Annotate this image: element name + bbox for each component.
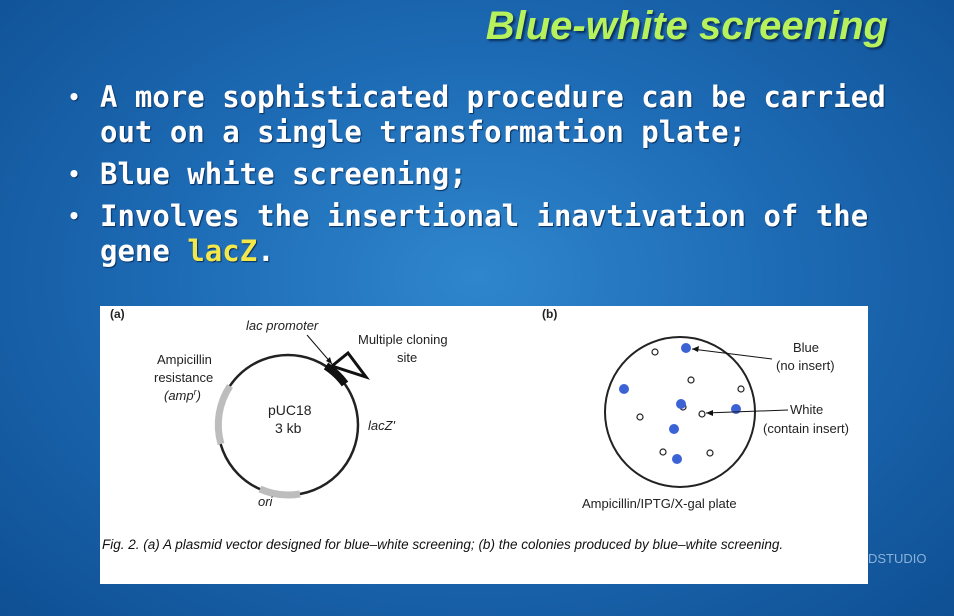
gene-highlight: lacZ xyxy=(187,234,258,268)
white-colony xyxy=(738,386,744,392)
lacz-label: lacZ' xyxy=(368,418,396,433)
amp-label-line2: resistance xyxy=(154,370,214,385)
plasmid-size: 3 kb xyxy=(275,420,302,436)
bullet-item xyxy=(68,80,928,150)
blue-colony xyxy=(681,343,691,353)
panel-b-label: (b) xyxy=(542,307,558,321)
amp-gene-text: (amp xyxy=(164,388,194,403)
watermark: DSTUDIO xyxy=(868,551,927,566)
white-colony xyxy=(637,414,643,420)
bullet-item xyxy=(68,157,928,192)
blue-colony xyxy=(619,384,629,394)
figure-caption: Fig. 2. (a) A plasmid vector designed for blue–white screening; (b) the colonies produced by blue–white screening. xyxy=(102,537,784,552)
plate-label: Ampicillin/IPTG/X-gal plate xyxy=(582,496,737,511)
amp-resistance-arc xyxy=(218,386,230,444)
colonies xyxy=(619,343,744,464)
blue-sublabel: (no insert) xyxy=(776,358,835,373)
bullet-text: Involves the insertional inavtivation of the gene xyxy=(100,199,869,268)
bullet-dot-icon: • xyxy=(68,204,81,228)
lac-promoter-label: lac promoter xyxy=(246,318,319,333)
bullet-dot-icon: • xyxy=(68,85,81,109)
amp-label-line1: Ampicillin xyxy=(157,352,212,367)
white-colony xyxy=(660,449,666,455)
bullet-item xyxy=(68,199,928,269)
plasmid-name: pUC18 xyxy=(268,402,312,418)
mcs-label-line1: Multiple cloning xyxy=(358,332,448,347)
amp-superscript: r xyxy=(193,387,197,397)
white-colony xyxy=(688,377,694,383)
slide-title: Blue-white screening xyxy=(485,4,888,48)
arrowhead-icon xyxy=(692,346,699,352)
bullet-text: A more sophisticated procedure can be carried out on a single transformation plate; xyxy=(100,80,886,149)
white-colony xyxy=(652,349,658,355)
amp-close-paren: ) xyxy=(196,388,201,403)
ori-label: ori xyxy=(258,494,273,509)
bullet-text: Blue white screening; xyxy=(100,157,467,191)
figure-image xyxy=(100,306,868,584)
white-label: White xyxy=(790,402,824,417)
panel-a-label: (a) xyxy=(110,307,125,321)
white-colony xyxy=(707,450,713,456)
blue-colony xyxy=(669,424,679,434)
white-pointer-line xyxy=(706,410,788,413)
bullet-dot-icon: • xyxy=(68,162,81,186)
blue-colony xyxy=(676,399,686,409)
white-colony xyxy=(699,411,705,417)
amp-label-line3 xyxy=(164,387,201,403)
bullet-text-end: . xyxy=(257,234,275,268)
mcs-label-line2: site xyxy=(397,350,418,365)
blue-label: Blue xyxy=(793,340,820,355)
arrowhead-icon xyxy=(706,410,713,416)
bullet-list xyxy=(68,80,928,276)
white-sublabel: (contain insert) xyxy=(763,421,849,436)
blue-colony xyxy=(672,454,682,464)
